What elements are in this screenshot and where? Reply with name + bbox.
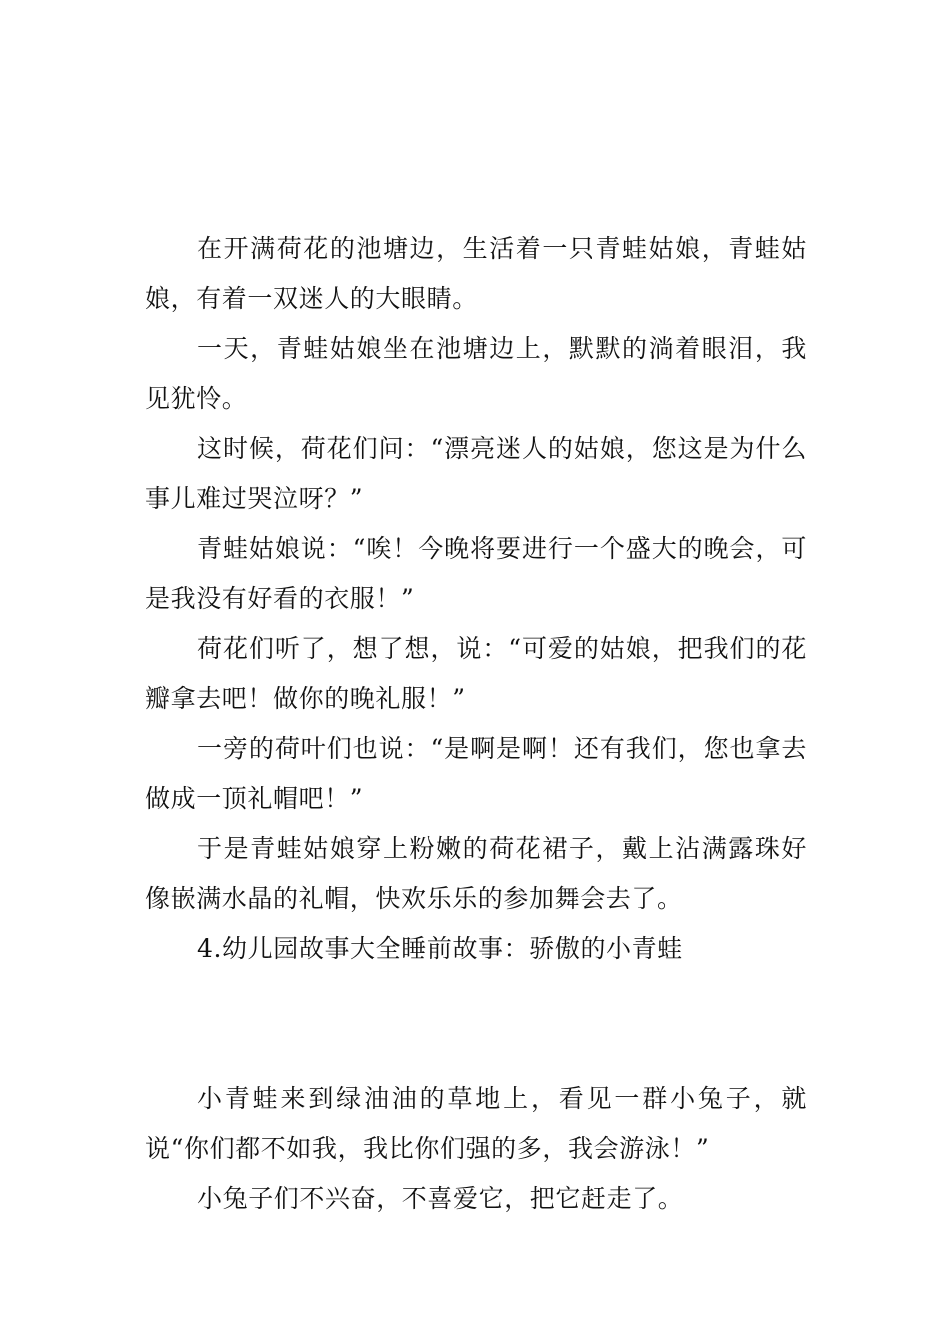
paragraph: 小青蛙来到绿油油的草地上，看见一群小兔子，就说“你们都不如我，我比你们强的多，我会游泳！”: [145, 1084, 807, 1163]
section-heading: 4.幼儿园故事大全睡前故事：骄傲的小青蛙: [197, 934, 683, 963]
paragraph: 于是青蛙姑娘穿上粉嫩的荷花裙子，戴上沾满露珠好像嵌满水晶的礼帽，快欢乐乐的参加舞会去了。: [145, 834, 807, 913]
paragraph: 一天，青蛙姑娘坐在池塘边上，默默的淌着眼泪，我见犹怜。: [145, 334, 807, 413]
paragraph: 这时候，荷花们问：“漂亮迷人的姑娘，您这是为什么事儿难过哭泣呀？”: [145, 434, 807, 513]
paragraph: 荷花们听了，想了想，说：“可爱的姑娘，把我们的花瓣拿去吧！做你的晚礼服！”: [145, 634, 807, 713]
paragraph: 小兔子们不兴奋，不喜爱它，把它赶走了。: [197, 1184, 684, 1213]
paragraph: 在开满荷花的池塘边，生活着一只青蛙姑娘，青蛙姑娘，有着一双迷人的大眼睛。: [145, 234, 807, 313]
paragraph: 一旁的荷叶们也说：“是啊是啊！还有我们，您也拿去做成一顶礼帽吧！”: [145, 734, 807, 813]
paragraph: 青蛙姑娘说：“唉！今晚将要进行一个盛大的晚会，可是我没有好看的衣服！”: [145, 534, 807, 613]
story-text-upper: [145, 224, 807, 974]
story-text-lower: [145, 1074, 807, 1224]
